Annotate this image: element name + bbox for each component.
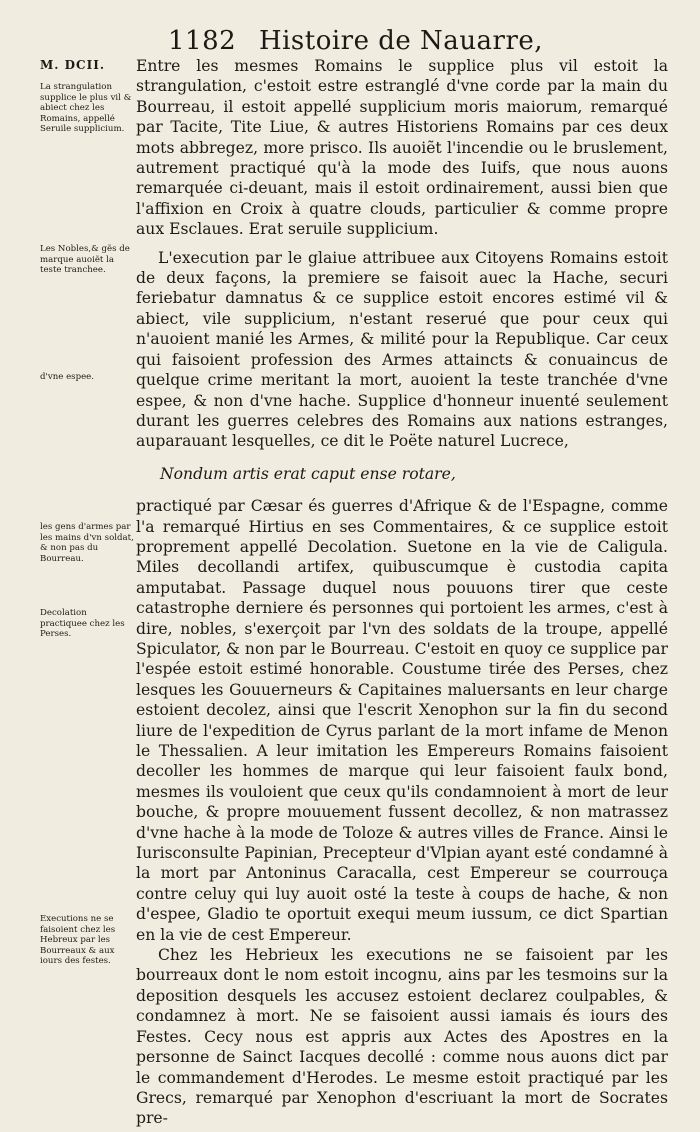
margin-note: Decolation practiquee chez les Perses.	[40, 608, 125, 640]
paragraph: L'execution par le glaiue attribuee aux Citoyens Romains estoit de deux façons, la premiere se faisoit auec la Hache, securi feriebatur damnatus & ce supplice estoit encores estimé vil & abiect, vile supplicium, n'estant reserué que pour ceux qui n'auoient manié les Armes, & milité pour la Republique. Car ceux qui faisoient profession des Armes attaincts & conuaincus de quelque crime meritant la mort, auoient la teste tranchée d'vne espee, & non d'vne hache. Supplice d'honneur inuenté seulement durant les guerres celebres des Romains aux nations estranges, auparauant lesquelles, ce dit le Poëte naturel Lucrece,	[136, 248, 668, 451]
margin-note: Les Nobles,& gẽs de marque auoiẽt la teste tranchee.	[40, 244, 130, 276]
margin-note: d'vne espee.	[40, 372, 94, 382]
running-header	[168, 26, 543, 56]
paragraph: practiqué par Cæsar és guerres d'Afrique & de l'Espagne, comme l'a remarqué Hirtius en ses Commentaires, & ce supplice estoit proprement appellé Decolation. Suetone en la vie de Caligula. Miles decollandi artifex, quibuscumque è custodia capita amputabat. Passage duquel nous pouuons tirer que ceste catastrophe derniere és personnes qui portoient les armes, c'est à dire, nobles, s'exerçoit par l'vn des soldats de la troupe, appellé Spiculator, & non par le Bourreau. C'estoit en quoy ce supplice par l'espée estoit estimé honorable. Coustume tirée des Perses, chez lesques les Gouuerneurs & Capitaines maluersants en leur charge estoient decolez, ainsi que l'escrit Xenophon sur la fin du second liure de l'expedition de Cyrus parlant de la mort infame de Menon le Thessalien. A leur imitation les Empereurs Romains faisoient decoller les hommes de marque qui leur faisoient faulx bond, mesmes ils vouloient que ceux qu'ils condamnoient à mort de leur bouche, & propre mouuement fussent decollez, & non matrassez d'vne hache à la mode de Toloze & autres villes de France. Ainsi le Iurisconsulte Papinian, Precepteur d'Vlpian ayant esté condamné à la mort par Antoninus Caracalla, cest Empereur se courrouça contre celuy qui luy auoit osté la teste à coups de hache, & non d'espee, Gladio te oportuit exequi meum iussum, ce dict Spartian en la vie de cest Empereur.	[136, 497, 668, 944]
margin-note: les gens d'armes par les mains d'vn soldat, & non pas du Bourreau.	[40, 522, 134, 564]
verse-quote: Nondum artis erat caput ense rotare,	[160, 464, 456, 483]
paragraph: Chez les Hebrieux les executions ne se faisoient par les bourreaux dont le nom estoit incognu, ains par les tesmoins sur la deposition desquels les accusez estoient declarez coulpables, & condamnez à mort. Ne se faisoient aussi iamais és iours des Festes. Cecy nous est appris aux Actes des Apostres en la personne de Sainct Iacques decollé : comme nous auons dict par le commandement d'Herodes. Le mesme estoit practiqué par les Grecs, remarqué par Xenophon d'escriuant la mort de Socrates pre-	[136, 946, 668, 1128]
paragraph: Entre les mesmes Romains le supplice plus vil estoit la strangulation, c'estoit estre estranglé d'vne corde par la main du Bourreau, il estoit appellé supplicium moris maiorum, remarqué par Tacite, Tite Liue, & autres Historiens Romains par ces deux mots abbregez, more prisco. Ils auoiẽt l'incendie ou le bruslement, autrement practiqué qu'à la mode des Iuifs, que nous auons remarquée ci-deuant, mais il estoit ordinairement, aussi bien que l'affixion en Croix à quatre clouds, particulier & comme propre aux Esclaues. Erat seruile supplicium.	[136, 57, 668, 239]
margin-note: La strangulation supplice le plus vil & abiect chez les Romains, appellé Seruile supplicium.	[40, 82, 132, 135]
margin-note: Executions ne se faisoient chez les Hebreux par les Bourreaux & aux iours des festes.	[40, 914, 116, 967]
year-marker: M. DCII.	[40, 58, 105, 72]
page-number: 1182	[168, 26, 237, 56]
page-title: Histoire de Nauarre,	[258, 26, 544, 56]
main-text	[136, 56, 668, 1129]
